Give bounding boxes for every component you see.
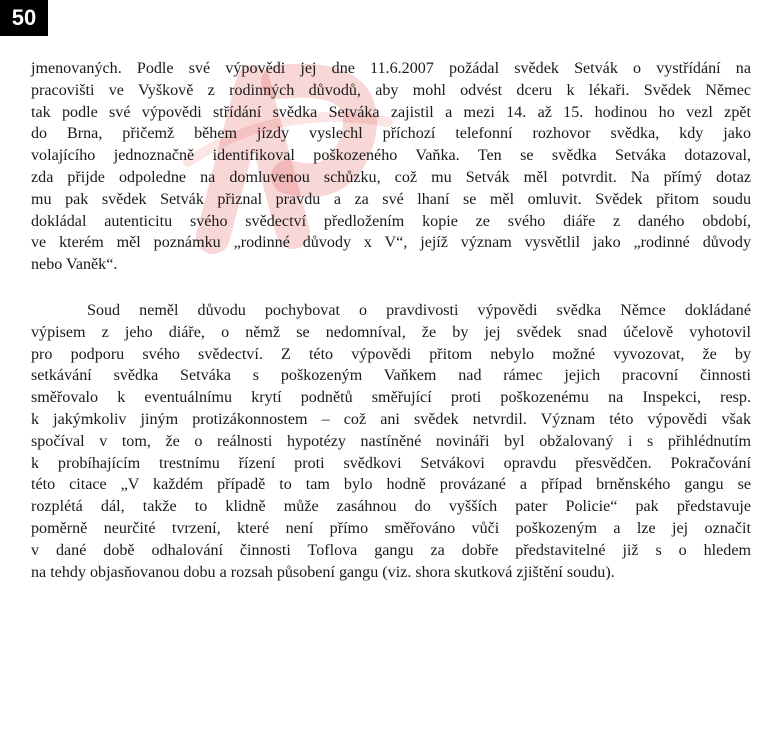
text-line: setkávání svědka Setváka s poškozeným Vaňkem nad rámec jejich pracovní činnosti xyxy=(31,367,751,385)
text-line: k jakýmkoliv jiným protizákonnostem – což ani svědek netvrdil. Význam této výpovědi však xyxy=(31,410,751,428)
text-line: mu pak svědek Setvák přiznal pravdu a za své lhaní se měl omluvit. Svědek přitom soudu xyxy=(31,190,751,208)
text-line: na tehdy objasňovanou dobu a rozsah působení gangu (viz. shora skutková zjištění soudu). xyxy=(31,563,615,581)
text-line: pro podporu svého svědectví. Z této výpovědi přitom nebylo možné vyvozovat, že by xyxy=(31,345,751,363)
page-number-badge: 50 xyxy=(0,0,48,36)
text-line: do Brna, přičemž během jízdy vyslechl příchozí telefonní rozhovor svědka, kdy jako xyxy=(31,125,751,143)
text-line: rozplétá dál, takže to klidně může zasáhnou do vyšších pater Policie“ pak představuje xyxy=(31,498,751,516)
paragraph-1 xyxy=(31,58,751,276)
text-line: nebo Vaněk“. xyxy=(31,256,118,274)
text-line: k probíhajícím trestnímu řízení proti svědkovi Setvákovi opravdu přesvědčen. Pokračování xyxy=(31,454,751,472)
text-line: v dané době odhalování činnosti Toflova gangu za dobře představitelné již s o hledem xyxy=(31,541,751,559)
text-line: ve kterém měl poznámku „rodinné důvody x V“, jejíž význam vysvětlil jako „rodinné důvody xyxy=(31,234,751,252)
paragraph-2 xyxy=(31,300,751,583)
text-line: poměrně neurčité tvrzení, které není přímo směřováno vůči poškozeným a lze jej označit xyxy=(31,519,751,537)
text-line: volajícího jednoznačně identifikoval poškozeného Vaňka. Ten se svědka Setváka dotazoval, xyxy=(31,147,751,165)
text-line: této citace „V každém případě to tam bylo hodně provázané a případ brněnského gangu se xyxy=(31,476,751,494)
text-line: pracovišti ve Vyškově z rodinných důvodů, aby mohl odvést dceru k lékaři. Svědek Němec xyxy=(31,81,751,99)
text-line: zda přijde odpoledne na domluvenou schůzku, což mu Setvák měl potvrdit. Na přímý dotaz xyxy=(31,168,751,186)
text-line: spočíval v tom, že o reálnosti hypotézy nastíněné novináři byl obžalovaný i s přihlédnutím xyxy=(31,432,751,450)
text-line: dokládal autenticitu svého svědectví předložením kopie ze svého diáře z daného období, xyxy=(31,212,751,230)
text-line: výpisem z jeho diáře, o němž se nedomníval, že by jej svědek snad účelově vyhotovil xyxy=(31,323,751,341)
text-line: směřovalo k eventuálnímu krytí podnětů směřující proti poškozenému na Inspekci, resp. xyxy=(31,389,751,407)
text-line: jmenovaných. Podle své výpovědi jej dne 11.6.2007 požádal svědek Setvák o vystřídání na xyxy=(31,60,751,77)
text-line: Soud neměl důvodu pochybovat o pravdivosti výpovědi svědka Němce dokládané xyxy=(87,302,751,319)
text-line: tak podle své výpovědi střídání svědka Setváka zajistil a mezi 14. až 15. hodinou ho vezl zpět xyxy=(31,103,751,121)
